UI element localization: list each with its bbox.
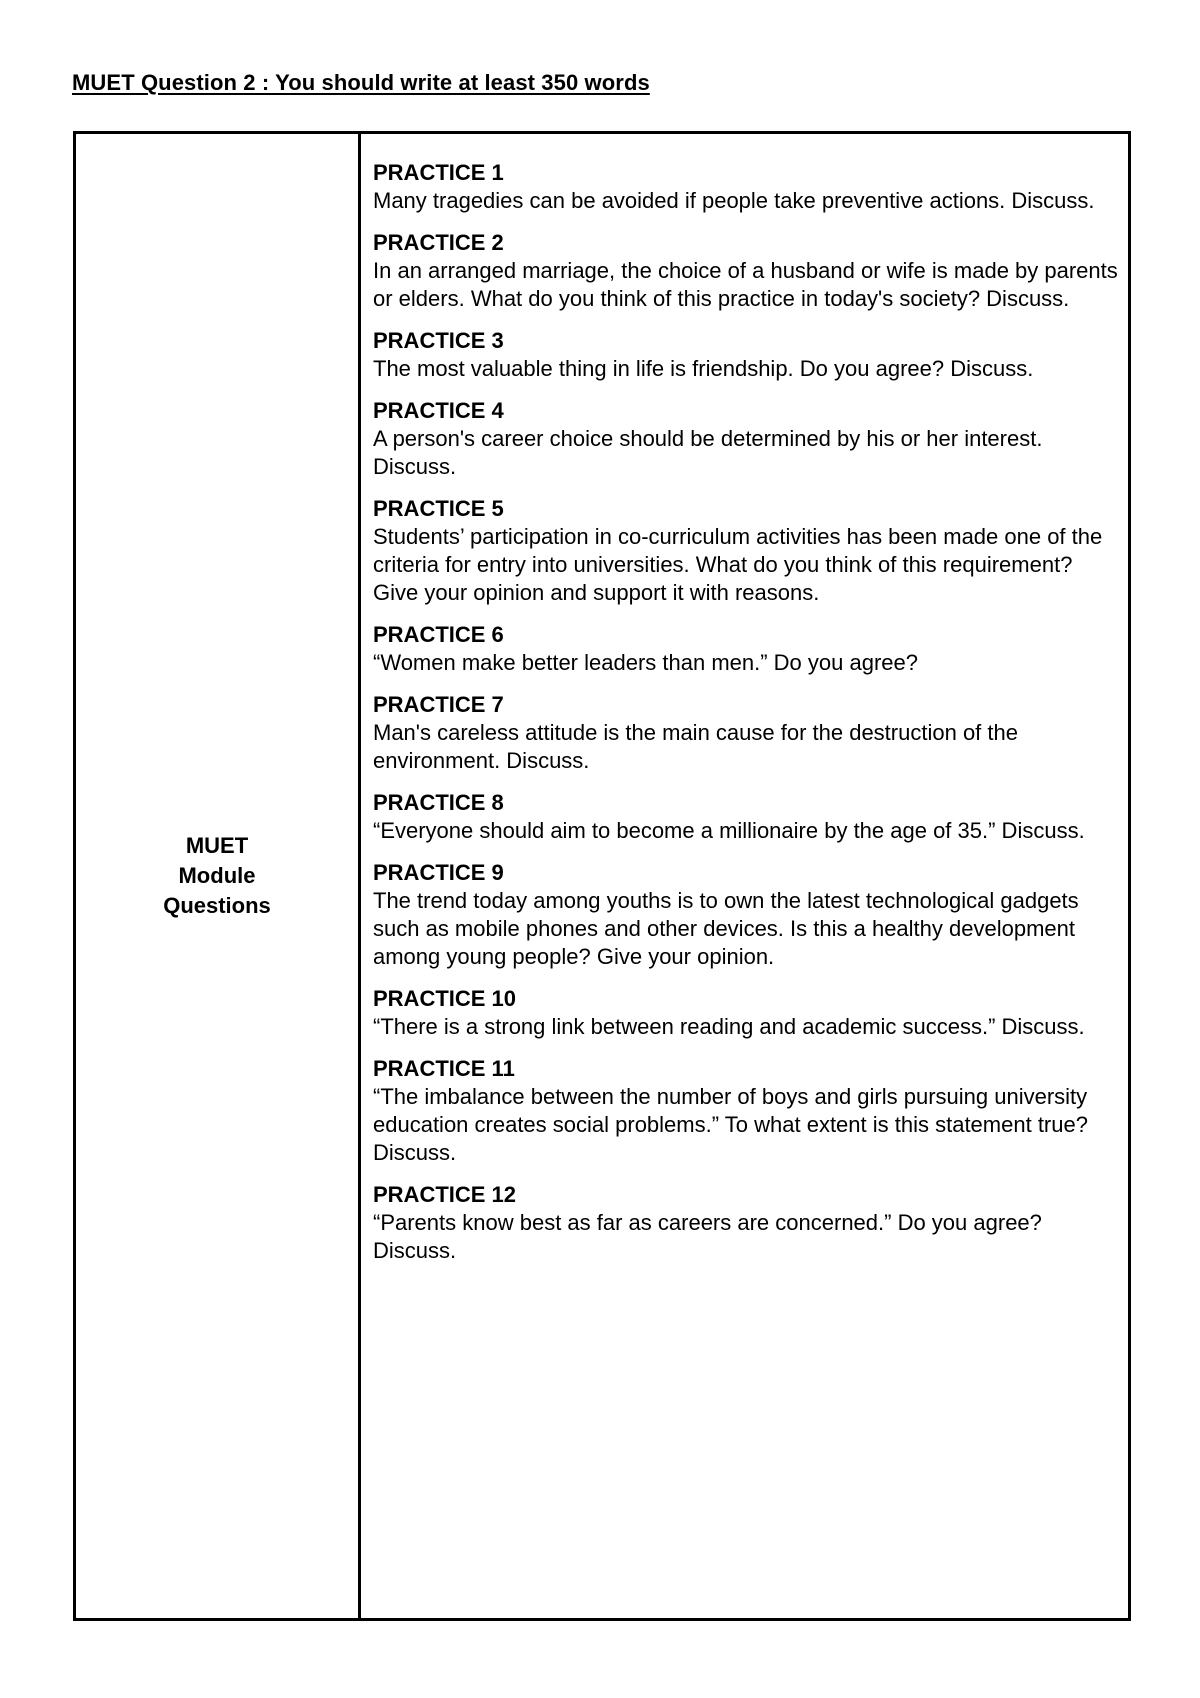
practice-question: The trend today among youths is to own the latest technological gadgets such as mobile phones and other devices. Is this a healthy development among young people? Give your opinion.	[373, 888, 1079, 969]
practice-question: The most valuable thing in life is friendship. Do you agree? Discuss.	[373, 356, 1034, 381]
table-label-cell	[76, 134, 361, 1618]
practice-heading: PRACTICE 1	[373, 160, 504, 185]
practice-item	[373, 621, 1120, 677]
practice-question: “Women make better leaders than men.” Do you agree?	[373, 650, 918, 675]
table-label	[163, 831, 271, 921]
practice-heading: PRACTICE 7	[373, 692, 504, 717]
practice-question: Man's careless attitude is the main cause for the destruction of the environment. Discuss.	[373, 720, 1018, 773]
practice-item	[373, 985, 1120, 1041]
practice-question: “The imbalance between the number of boys and girls pursuing university education creates social problems.” To what extent is this statement true? Discuss.	[373, 1084, 1088, 1165]
practice-heading: PRACTICE 10	[373, 986, 517, 1011]
practice-item	[373, 1055, 1120, 1167]
practice-heading: PRACTICE 4	[373, 398, 504, 423]
practice-item	[373, 859, 1120, 971]
practice-heading: PRACTICE 9	[373, 860, 504, 885]
practice-item	[373, 397, 1120, 481]
practice-item	[373, 327, 1120, 383]
practice-heading: PRACTICE 2	[373, 230, 504, 255]
practice-heading: PRACTICE 8	[373, 790, 504, 815]
page-title: MUET Question 2 : You should write at least 350 words	[72, 70, 650, 95]
practice-question: A person's career choice should be determined by his or her interest. Discuss.	[373, 426, 1043, 479]
label-line: Module	[178, 863, 256, 888]
practice-question: Many tragedies can be avoided if people take preventive actions. Discuss.	[373, 188, 1095, 213]
practice-heading: PRACTICE 6	[373, 622, 504, 647]
practice-question: “There is a strong link between reading and academic success.” Discuss.	[373, 1014, 1085, 1039]
practice-heading: PRACTICE 11	[373, 1056, 515, 1081]
practice-heading: PRACTICE 3	[373, 328, 504, 353]
practice-list	[361, 134, 1128, 1618]
practice-question: “Parents know best as far as careers are concerned.” Do you agree? Discuss.	[373, 1210, 1042, 1263]
practice-item	[373, 159, 1120, 215]
practice-question: In an arranged marriage, the choice of a husband or wife is made by parents or elders. What do you think of this practice in today's society? Discuss.	[373, 258, 1118, 311]
practice-heading: PRACTICE 12	[373, 1182, 517, 1207]
practice-item	[373, 789, 1120, 845]
practice-heading: PRACTICE 5	[373, 496, 504, 521]
practice-item	[373, 1181, 1120, 1265]
label-line: MUET	[185, 833, 249, 858]
label-line: Questions	[163, 893, 271, 918]
practice-question: “Everyone should aim to become a millionaire by the age of 35.” Discuss.	[373, 818, 1085, 843]
practice-item	[373, 495, 1120, 607]
practice-question: Students’ participation in co-curriculum activities has been made one of the criteria for entry into universities. What do you think of this requirement? Give your opinion and support it with reasons.	[373, 524, 1103, 605]
practice-item	[373, 691, 1120, 775]
practice-item	[373, 229, 1120, 313]
module-questions-table	[73, 131, 1131, 1621]
